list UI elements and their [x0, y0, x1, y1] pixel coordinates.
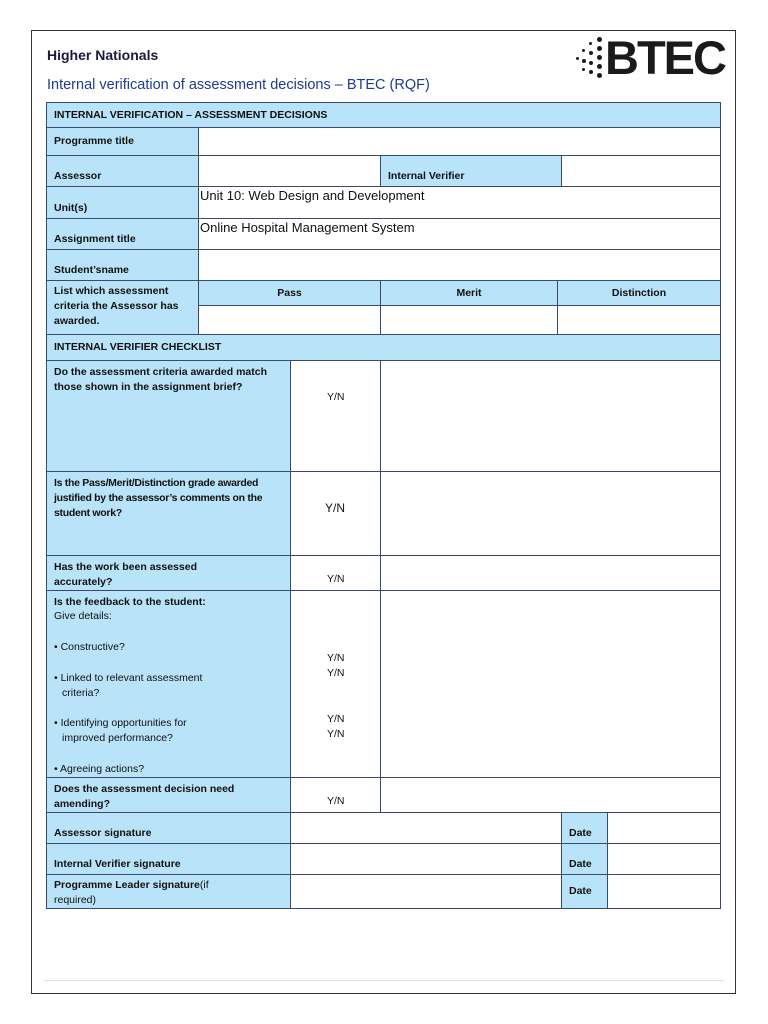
comment-assessed-accurately[interactable] [380, 555, 721, 591]
assignment-title-field[interactable]: Online Hospital Management System [198, 218, 721, 250]
logo-dot [597, 46, 602, 51]
distinction-header: Distinction [557, 280, 721, 306]
answer-grade-justified[interactable] [290, 471, 381, 556]
merit-field[interactable] [380, 305, 558, 335]
yn-option: Y/N [327, 391, 345, 403]
yn-option: Y/N [325, 501, 346, 515]
assessor-date-field[interactable] [607, 812, 721, 844]
answer-feedback[interactable] [290, 590, 381, 778]
verifier-signature-label: Internal Verifier signature [46, 843, 291, 875]
yn-option: Y/N [327, 573, 345, 585]
assessor-field[interactable] [198, 155, 381, 187]
logo-dot [582, 68, 585, 71]
section-heading-verifier-checklist: INTERNAL VERIFIER CHECKLIST [46, 334, 721, 361]
feedback-linked-line1: • Linked to relevant assessment [54, 672, 203, 684]
feedback-agreeing: • Agreeing actions? [54, 763, 145, 775]
feedback-opportunities-line1: • Identifying opportunities for [54, 717, 187, 729]
leader-signature-field[interactable] [290, 874, 562, 909]
document-heading: Higher Nationals [47, 47, 159, 63]
criteria-label: List which assessment criteria the Assessor has awarded. [46, 280, 199, 335]
comment-feedback[interactable] [380, 590, 721, 778]
feedback-opportunities-line2: improved performance? [62, 732, 173, 744]
internal-verifier-label: Internal Verifier [380, 155, 562, 187]
comment-grade-justified[interactable] [380, 471, 721, 556]
logo-dot [576, 57, 579, 60]
question-assessed-accurately: Has the work been assessed accurately? [46, 555, 291, 591]
verifier-date-field[interactable] [607, 843, 721, 875]
leader-date-label: Date [561, 874, 608, 909]
answer-assessed-accurately[interactable] [290, 555, 381, 591]
document-subheading: Internal verification of assessment decisions – BTEC (RQF) [47, 77, 430, 93]
footer-rule [44, 980, 724, 981]
logo-dot [582, 49, 585, 52]
assignment-title-label: Assignment title [46, 218, 199, 250]
yn-option: Y/N [327, 728, 345, 740]
feedback-title: Is the feedback to the student: [54, 596, 206, 608]
question-feedback [46, 590, 291, 778]
student-name-label: Student’sname [46, 249, 199, 281]
comment-criteria-match[interactable] [380, 360, 721, 472]
assessor-signature-field[interactable] [290, 812, 562, 844]
feedback-constructive: • Constructive? [54, 641, 125, 653]
question-criteria-match: Do the assessment criteria awarded match those shown in the assignment brief? [46, 360, 291, 472]
programme-title-field[interactable] [198, 127, 721, 156]
verifier-signature-field[interactable] [290, 843, 562, 875]
assessor-signature-label: Assessor signature [46, 812, 291, 844]
yn-option: Y/N [327, 667, 345, 679]
leader-date-field[interactable] [607, 874, 721, 909]
logo-dot [589, 42, 592, 45]
leader-signature-label [46, 874, 291, 909]
btec-logo [575, 33, 725, 83]
merit-header: Merit [380, 280, 558, 306]
units-field[interactable]: Unit 10: Web Design and Development [198, 186, 721, 219]
question-grade-justified: Is the Pass/Merit/Distinction grade awarded justified by the assessor’s comments on the student work? [46, 471, 291, 556]
feedback-give-details: Give details: [54, 610, 112, 622]
logo-dot [589, 61, 593, 65]
verifier-date-label: Date [561, 843, 608, 875]
assessor-date-label: Date [561, 812, 608, 844]
internal-verifier-field[interactable] [561, 155, 721, 187]
logo-dot [597, 55, 602, 60]
answer-decision-amending[interactable] [290, 777, 381, 813]
logo-dot [582, 59, 586, 63]
leader-signature-label-note: (if required) [54, 879, 209, 906]
feedback-linked-line2: criteria? [62, 687, 100, 699]
question-decision-amending: Does the assessment decision need amending? [46, 777, 291, 813]
logo-dot [597, 73, 602, 78]
logo-dot [597, 37, 602, 42]
logo-text: BTEC [605, 31, 725, 84]
yn-option: Y/N [327, 795, 345, 807]
student-name-field[interactable] [198, 249, 721, 281]
logo-dot [597, 64, 602, 69]
distinction-field[interactable] [557, 305, 721, 335]
logo-dot [589, 51, 593, 55]
units-label: Unit(s) [46, 186, 199, 219]
assessor-label: Assessor [46, 155, 199, 187]
pass-header: Pass [198, 280, 381, 306]
answer-criteria-match[interactable] [290, 360, 381, 472]
programme-title-label: Programme title [46, 127, 199, 156]
yn-option: Y/N [327, 652, 345, 664]
section-heading-assessment-decisions: INTERNAL VERIFICATION – ASSESSMENT DECISIONS [46, 102, 721, 128]
leader-signature-label-bold: Programme Leader signature [54, 879, 200, 891]
pass-field[interactable] [198, 305, 381, 335]
comment-decision-amending[interactable] [380, 777, 721, 813]
yn-option: Y/N [327, 713, 345, 725]
logo-dot [589, 70, 593, 74]
